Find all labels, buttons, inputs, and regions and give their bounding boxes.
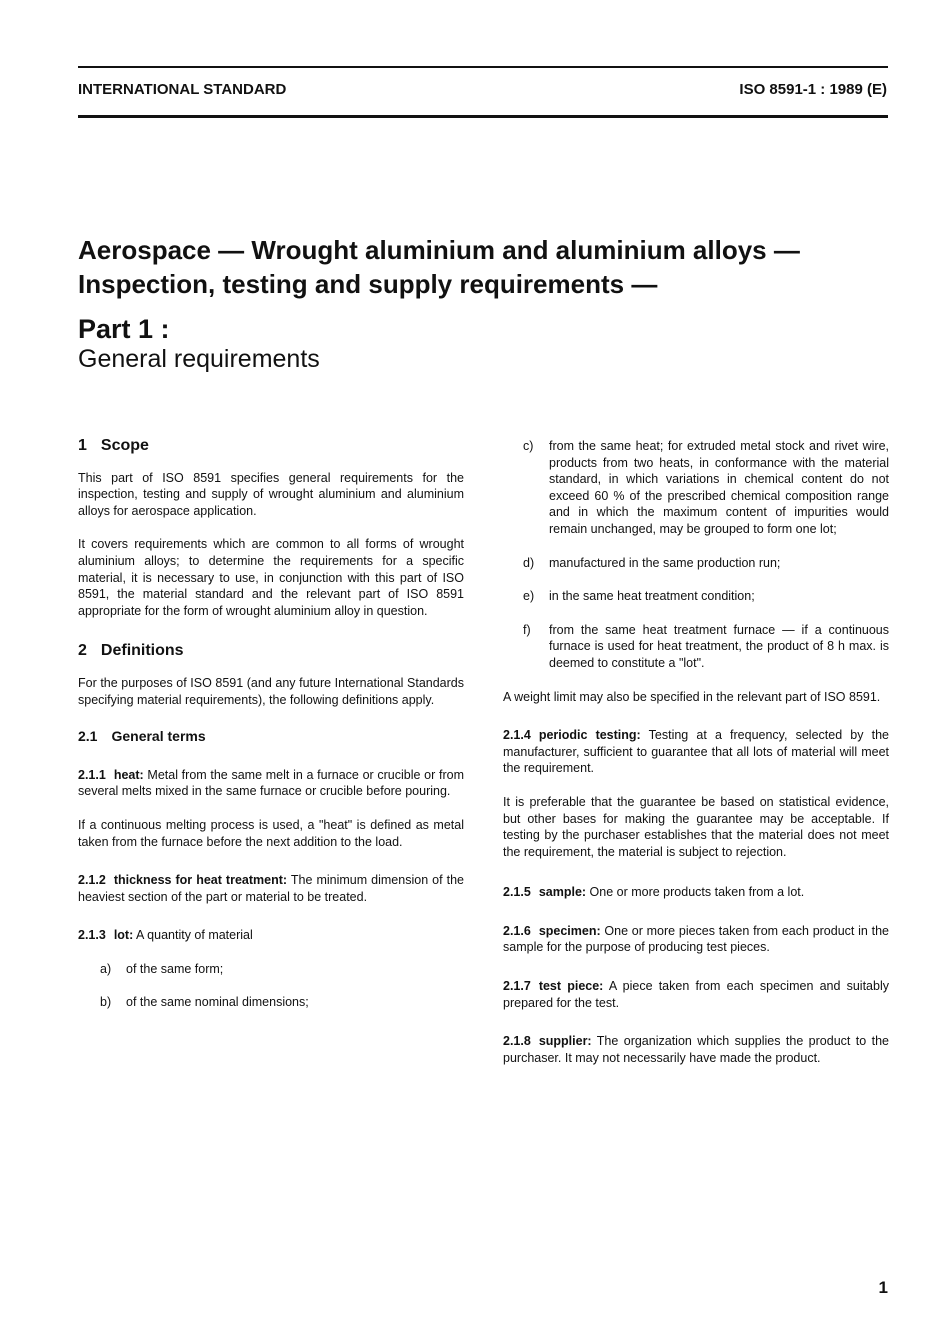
heat-continuous-paragraph: If a continuous melting process is used, a "heat" is defined as metal taken from the furnace before the next addition to the load. — [78, 817, 464, 849]
definition-heat — [78, 767, 464, 800]
term: sample: — [538, 885, 587, 900]
definition-text: Testing at a frequency, selected by the manufacturer, sufficient to guarantee that all lots of material will meet the requirement. — [503, 728, 890, 776]
list-item — [503, 622, 889, 672]
list-text: of the same form; — [126, 961, 224, 976]
definition-test-piece — [503, 978, 889, 1011]
list-label: d) — [523, 555, 535, 570]
definitions-intro: For the purposes of ISO 8591 (and any future International Standards specifying material requirements), the following definitions apply. — [78, 675, 464, 707]
section-number: 2 — [78, 642, 87, 660]
definition-thickness — [78, 872, 464, 905]
left-column — [78, 438, 464, 1028]
document-title — [78, 233, 908, 301]
clause-number: 2.1.4 — [503, 728, 531, 743]
title-line-1: Aerospace — Wrought aluminium and aluminium alloys — — [78, 235, 800, 265]
section-number: 1 — [78, 437, 87, 454]
definition-supplier — [503, 1033, 889, 1066]
scope-paragraph-1: This part of ISO 8591 specifies general requirements for the inspection, testing and supply of wrought aluminium and aluminium alloys for aerospace application. — [78, 470, 464, 518]
part-label: Part 1 : — [78, 314, 170, 344]
scope-paragraph-2: It covers requirements which are common to all forms of wrought aluminium alloys; to determine the requirements for a specific material, it is necessary to use, in conjunction with this part of ISO 8591, the material standard and the relevant part of ISO 8591 appropriate for the form of wrought aluminium alloy in question. — [78, 537, 464, 618]
term: periodic testing: — [538, 728, 641, 743]
term: specimen: — [538, 923, 601, 938]
term: heat: — [113, 767, 144, 782]
periodic-testing-paragraph: It is preferable that the guarantee be based on statistical evidence, but other bases for making the guarantee may be acceptable. If testing by the purchaser establishes that the material does not meet the requirement, the material is subject to rejection. — [503, 794, 889, 859]
section-title: Definitions — [100, 642, 184, 660]
header-bottom-rule — [78, 115, 888, 118]
term: test piece: — [538, 979, 604, 994]
list-text: from the same heat treatment furnace — if a continuous furnace is used for heat treatment, the product of 8 h max. is deemed to constitute a "lot". — [549, 622, 889, 670]
term: thickness for heat treatment: — [113, 873, 288, 888]
clause-number: 2.1.5 — [503, 885, 531, 900]
list-item — [78, 961, 464, 978]
definition-text: Metal from the same melt in a furnace or crucible or from several melts mixed in the same furnace or crucible before pouring. — [78, 767, 464, 799]
definition-text: A quantity of material — [136, 928, 253, 943]
definition-text: The minimum dimension of the heaviest section of the part or material to be treated. — [78, 873, 465, 904]
header-document-id: ISO 8591-1 : 1989 (E) — [739, 81, 887, 98]
weight-limit-paragraph: A weight limit may also be specified in the relevant part of ISO 8591. — [503, 689, 881, 704]
definition-sample — [503, 884, 889, 901]
list-text: from the same heat; for extruded metal stock and rivet wire, products from two heats, in conformance with the material standard, in which variations in chemical content do not exceed 60 % of the prescribed chemical composition range and in which the maximum content of impurities would remain unchanged, may be grouped to form one lot; — [549, 439, 889, 536]
term: lot: — [113, 928, 134, 943]
part-subtitle: General requirements — [78, 345, 320, 373]
subsection-2-1-heading — [78, 728, 464, 745]
list-label: f) — [523, 622, 531, 637]
clause-number: 2.1.8 — [503, 1034, 531, 1049]
right-column — [503, 438, 889, 1083]
list-label: e) — [523, 589, 535, 604]
clause-number: 2.1.3 — [78, 928, 106, 943]
clause-number: 2.1.1 — [78, 767, 106, 782]
subsection-number: 2.1 — [78, 728, 98, 745]
definition-text: One or more products taken from a lot. — [589, 885, 805, 900]
title-line-2: Inspection, testing and supply requirements — — [78, 269, 658, 299]
list-text: in the same heat treatment condition; — [549, 589, 755, 604]
clause-number: 2.1.7 — [503, 979, 531, 994]
subsection-title: General terms — [111, 728, 206, 745]
list-item — [503, 438, 889, 538]
definition-text: The organization which supplies the product to the purchaser. It may not necessarily have made the product. — [503, 1034, 889, 1065]
list-item — [503, 555, 889, 572]
list-text: of the same nominal dimensions; — [126, 995, 309, 1010]
list-label: b) — [100, 995, 112, 1010]
definition-text: A piece taken from each specimen and suitably prepared for the test. — [503, 979, 889, 1010]
section-title: Scope — [100, 437, 149, 454]
clause-number: 2.1.6 — [503, 923, 531, 938]
clause-number: 2.1.2 — [78, 873, 106, 888]
section-1-heading — [78, 438, 464, 455]
definition-text: One or more pieces taken from each product in the sample for the purpose of producing test pieces. — [503, 923, 889, 955]
header-top-rule — [78, 66, 888, 68]
list-item — [78, 994, 464, 1011]
list-text: manufactured in the same production run; — [549, 555, 781, 570]
list-item — [503, 588, 889, 605]
definition-specimen — [503, 923, 889, 956]
definition-periodic-testing — [503, 727, 889, 777]
header-standard-label: INTERNATIONAL STANDARD — [78, 81, 287, 98]
section-2-heading — [78, 643, 464, 660]
term: supplier: — [538, 1034, 592, 1049]
definition-lot — [78, 927, 464, 944]
page-number: 1 — [878, 1278, 888, 1297]
list-label: a) — [100, 961, 112, 976]
list-label: c) — [523, 439, 534, 453]
